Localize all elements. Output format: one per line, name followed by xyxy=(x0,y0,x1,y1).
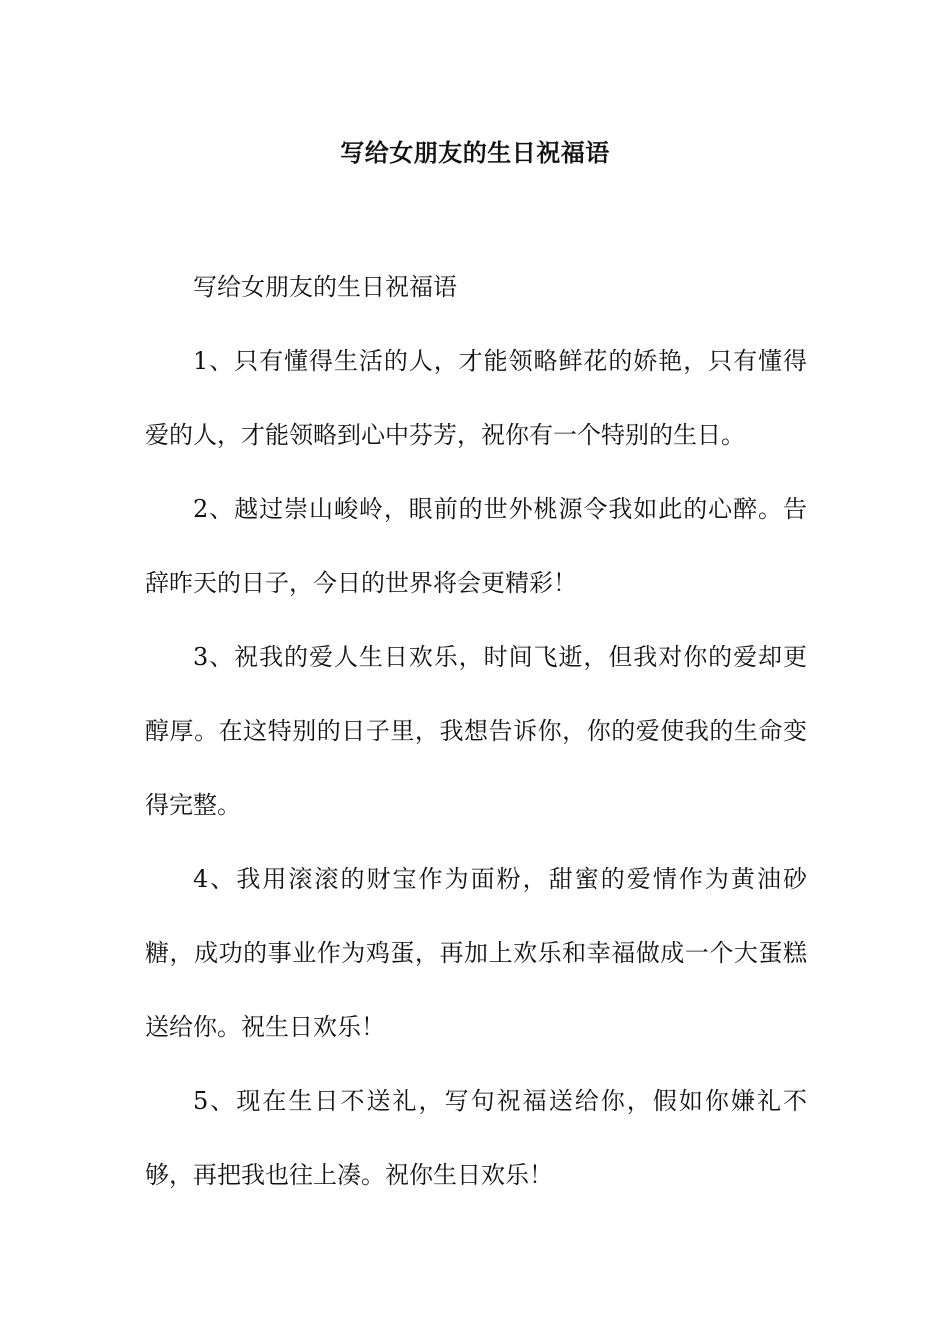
paragraph-1: 1、只有懂得生活的人，才能领略鲜花的娇艳，只有懂得爱的人，才能领略到心中芬芳，祝你有一个特别的生日。 xyxy=(145,347,807,449)
paragraph-4: 4、我用滚滚的财宝作为面粉，甜蜜的爱情作为黄油砂糖，成功的事业作为鸡蛋，再加上欢乐和幸福做成一个大蛋糕送给你。祝生日欢乐！ xyxy=(145,865,807,1041)
paragraph-2: 2、越过崇山峻岭，眼前的世外桃源令我如此的心醉。告辞昨天的日子，今日的世界将会更精彩！ xyxy=(145,495,807,597)
document-title: 写给女朋友的生日祝福语 xyxy=(340,138,610,167)
paragraph-3: 3、祝我的爱人生日欢乐，时间飞逝，但我对你的爱却更醇厚。在这特别的日子里，我想告诉你，你的爱使我的生命变得完整。 xyxy=(145,643,807,819)
document-body xyxy=(145,250,807,1212)
paragraph-5: 5、现在生日不送礼，写句祝福送给你，假如你嫌礼不够，再把我也往上凑。祝你生日欢乐！ xyxy=(145,1087,807,1189)
paragraph-heading: 写给女朋友的生日祝福语 xyxy=(193,273,457,301)
